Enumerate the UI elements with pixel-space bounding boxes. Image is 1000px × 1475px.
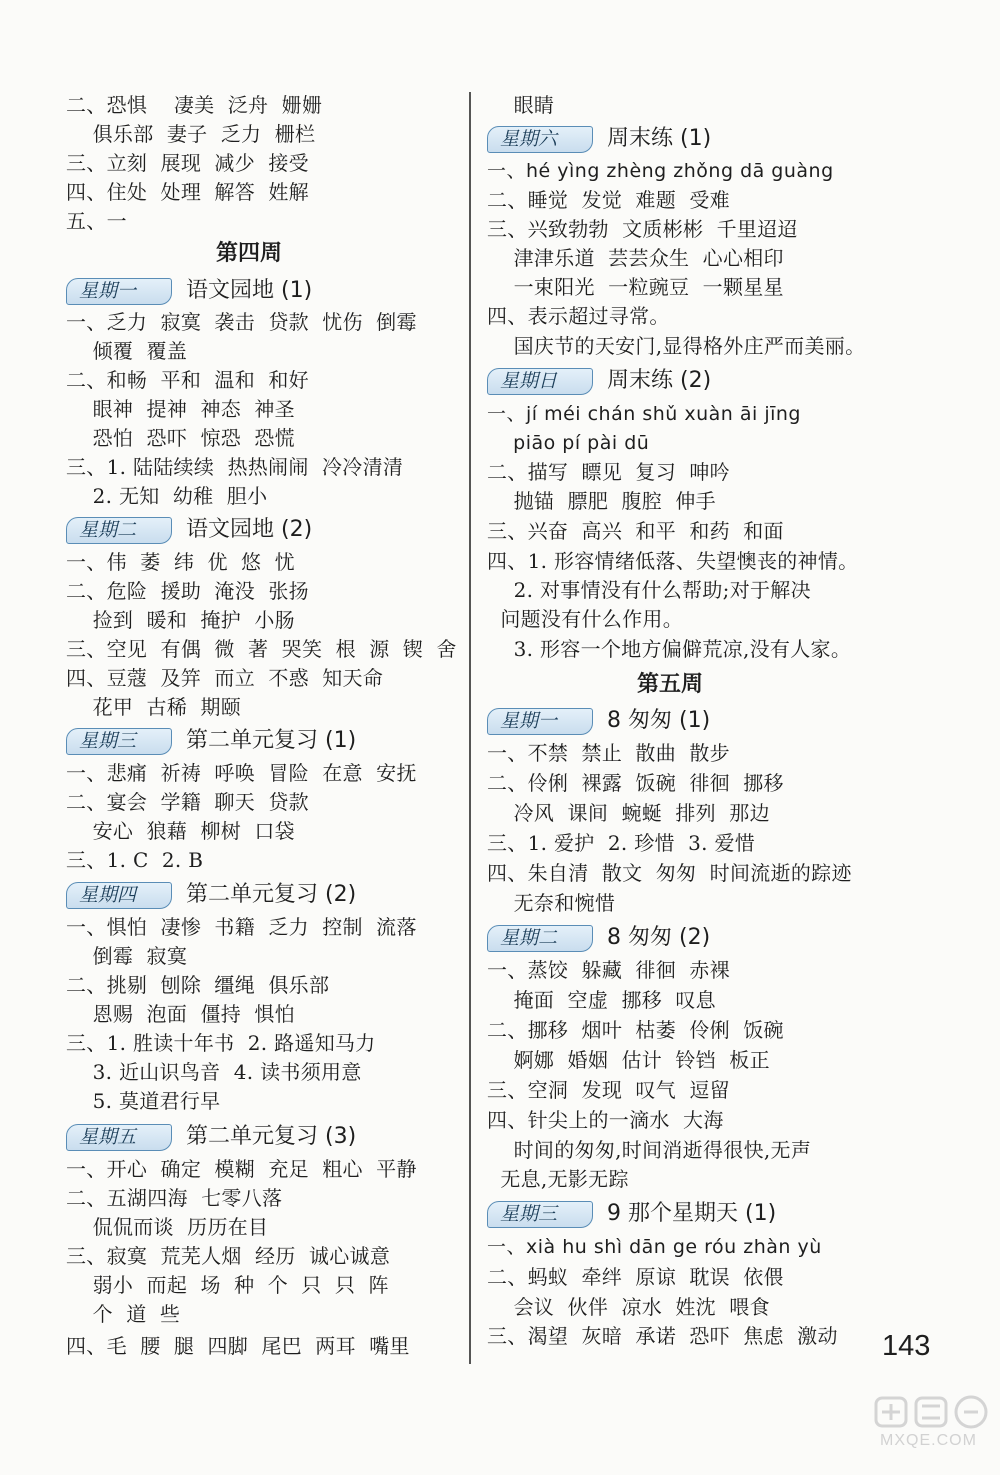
pinyin-line: piāo pí pài dū: [487, 432, 650, 454]
answer-line: 3. 形容一个地方偏僻荒凉,没有人家。: [487, 637, 852, 661]
answer-line: 一、开心 确定 模糊 充足 粗心 平静: [66, 1157, 417, 1181]
answer-line: 一、乏力 寂寞 袭击 贷款 忧伤 倒霉: [66, 310, 417, 334]
day-tag: 星期日: [487, 368, 593, 395]
answer-line: 时间的匆匆,时间消逝得很快,无声: [487, 1138, 812, 1162]
answer-line: 三、兴致勃勃 文质彬彬 千里迢迢: [487, 217, 798, 241]
day-header: [487, 366, 711, 396]
answer-line: 三、空见 有偶 微 著 哭笑 根 源 锲 舍: [66, 637, 457, 661]
answer-line: 三、1. C 2. B: [66, 848, 204, 872]
day-header: [487, 1199, 776, 1229]
day-header: [66, 726, 356, 756]
day-tag: 星期四: [66, 882, 172, 909]
answer-line: 三、寂寞 荒芜人烟 经历 诚心诚意: [66, 1244, 391, 1268]
answer-line: 5. 莫道君行早: [66, 1089, 221, 1113]
answer-line: 恩赐 泡面 僵持 惧怕: [66, 1002, 295, 1026]
answer-line: 无奈和惋惜: [487, 891, 616, 915]
day-tag: 星期二: [66, 517, 172, 544]
day-header: [66, 1122, 356, 1152]
answer-line: 四、针尖上的一滴水 大海: [487, 1108, 724, 1132]
day-tag: 星期二: [487, 925, 593, 952]
pinyin-line: 一、xià hu shì dān ge róu zhàn yù: [487, 1236, 822, 1258]
answer-line: 一、伟 萎 纬 优 悠 忧: [66, 550, 295, 574]
day-header: [66, 880, 356, 910]
section-title: 周末练 (1): [607, 126, 712, 151]
day-header: [487, 923, 710, 953]
answer-line: 津津乐道 芸芸众生 心心相印: [487, 246, 784, 270]
answer-line: 三、1. 胜读十年书 2. 路遥知马力: [66, 1031, 376, 1055]
answer-line: 四、住处 处理 解答 姓解: [66, 180, 309, 204]
answer-line: 冷风 课间 蜿蜒 排列 那边: [487, 801, 770, 825]
answer-line: 倒霉 寂寞: [66, 944, 188, 968]
section-title: 8 匆匆 (2): [607, 925, 711, 950]
answer-line: 四、毛 腰 腿 四脚 尾巴 两耳 嘴里: [66, 1334, 410, 1358]
section-title: 周末练 (2): [607, 368, 712, 393]
answer-line: 四、豆蔻 及笄 而立 不惑 知天命: [66, 666, 384, 690]
day-tag: 星期一: [66, 278, 172, 305]
answer-line: 倾覆 覆盖: [66, 339, 188, 363]
answer-line: 四、表示超过寻常。: [487, 304, 670, 328]
answer-line: 眼睛: [487, 93, 555, 117]
answer-line: 婀娜 婚姻 估计 铃铛 板正: [487, 1048, 770, 1072]
answer-line: 安心 狼藉 柳树 口袋: [66, 819, 295, 843]
watermark-url: MXQE.COM: [880, 1432, 977, 1449]
answer-line: 四、朱自清 散文 匆匆 时间流逝的踪迹: [487, 861, 852, 885]
answer-line: 抛锚 膘肥 腹腔 伸手: [487, 489, 716, 513]
day-header: [66, 515, 312, 545]
section-title: 语文园地 (2): [186, 517, 313, 542]
day-tag: 星期三: [66, 728, 172, 755]
answer-line: 三、1. 爱护 2. 珍惜 3. 爱惜: [487, 831, 756, 855]
answer-line: 二、五湖四海 七零八落: [66, 1186, 283, 1210]
answer-line: 三、空洞 发现 叹气 逗留: [487, 1078, 730, 1102]
answer-line: 一、悲痛 祈祷 呼唤 冒险 在意 安抚: [66, 761, 417, 785]
answer-line: 恐怕 恐吓 惊恐 恐慌: [66, 426, 295, 450]
answer-line: 三、兴奋 高兴 和平 和药 和面: [487, 519, 784, 543]
day-tag: 星期三: [487, 1201, 593, 1228]
answer-line: 3. 近山识鸟音 4. 读书须用意: [66, 1060, 362, 1084]
pinyin-line: 一、hé yìng zhèng zhǒng dā guàng: [487, 160, 834, 182]
section-title: 第二单元复习 (2): [186, 882, 357, 907]
answer-line: 三、1. 陆陆续续 热热闹闹 冷冷清清: [66, 455, 404, 479]
answer-line: 二、描写 瞟见 复习 呻吟: [487, 460, 730, 484]
day-tag: 星期一: [487, 708, 593, 735]
section-title: 第二单元复习 (1): [186, 728, 357, 753]
week-title: 第四周: [216, 241, 283, 266]
answer-line: 问题没有什么作用。: [487, 607, 684, 631]
answer-line: 三、立刻 展现 减少 接受: [66, 151, 309, 175]
day-tag: 星期六: [487, 126, 593, 153]
answer-line: 2. 无知 幼稚 胆小: [66, 484, 268, 508]
answer-line: 二、挪移 烟叶 枯萎 伶俐 饭碗: [487, 1018, 784, 1042]
page-number: 143: [882, 1330, 931, 1362]
answer-line: 二、和畅 平和 温和 和好: [66, 368, 309, 392]
answer-line: 花甲 古稀 期颐: [66, 695, 242, 719]
watermark-logo-icon: [872, 1392, 990, 1432]
answer-line: 一束阳光 一粒豌豆 一颗星星: [487, 275, 784, 299]
column-divider: [469, 92, 471, 1364]
answer-line: 二、蚂蚁 牵绊 原谅 耽误 依偎: [487, 1265, 784, 1289]
answer-line: 一、不禁 禁止 散曲 散步: [487, 741, 730, 765]
day-tag: 星期五: [66, 1124, 172, 1151]
answer-line: 会议 伙伴 凉水 姓沈 喂食: [487, 1295, 770, 1319]
section-title: 第二单元复习 (3): [186, 1124, 357, 1149]
answer-line: 四、1. 形容情绪低落、失望懊丧的神情。: [487, 549, 859, 573]
section-title: 9 那个星期天 (1): [607, 1201, 777, 1226]
answer-line: 三、渴望 灰暗 承诺 恐吓 焦虑 激动: [487, 1324, 838, 1348]
answer-line: 二、睡觉 发觉 难题 受难: [487, 188, 730, 212]
watermark: [872, 1392, 990, 1456]
answer-line: 捡到 暖和 掩护 小肠: [66, 608, 295, 632]
answer-line: 掩面 空虚 挪移 叹息: [487, 988, 716, 1012]
answer-line: 二、挑剔 刨除 缰绳 俱乐部: [66, 973, 330, 997]
answer-line: 一、蒸饺 躲藏 徘徊 赤裸: [487, 958, 730, 982]
answer-line: 侃侃而谈 历历在目: [66, 1215, 269, 1239]
day-header: [66, 276, 312, 306]
answer-line: 2. 对事情没有什么帮助;对于解决: [487, 578, 811, 602]
answer-line: 一、惧怕 凄惨 书籍 乏力 控制 流落: [66, 915, 417, 939]
answer-line: 俱乐部 妻子 乏力 栅栏: [66, 122, 316, 146]
day-header: [487, 124, 711, 154]
section-title: 8 匆匆 (1): [607, 708, 711, 733]
answer-line: 眼神 提神 神态 神圣: [66, 397, 295, 421]
section-title: 语文园地 (1): [186, 278, 313, 303]
answer-line: 弱小 而起 场 种 个 只 只 阵: [66, 1273, 389, 1297]
pinyin-line: 一、jí méi chán shǔ xuàn āi jīng: [487, 403, 801, 425]
answer-line: 二、宴会 学籍 聊天 贷款: [66, 790, 309, 814]
answer-line: 五、一: [66, 209, 127, 233]
answer-line: 无息,无影无踪: [487, 1167, 629, 1191]
week-title: 第五周: [637, 672, 704, 697]
answer-line: 个 道 些: [66, 1302, 181, 1326]
answer-line: 二、恐惧 凄美 泛舟 姗姗: [66, 93, 323, 117]
answer-line: 国庆节的天安门,显得格外庄严而美丽。: [487, 334, 866, 358]
day-header: [487, 706, 710, 736]
answer-line: 二、危险 援助 淹没 张扬: [66, 579, 309, 603]
answer-line: 二、伶俐 裸露 饭碗 徘徊 挪移: [487, 771, 784, 795]
